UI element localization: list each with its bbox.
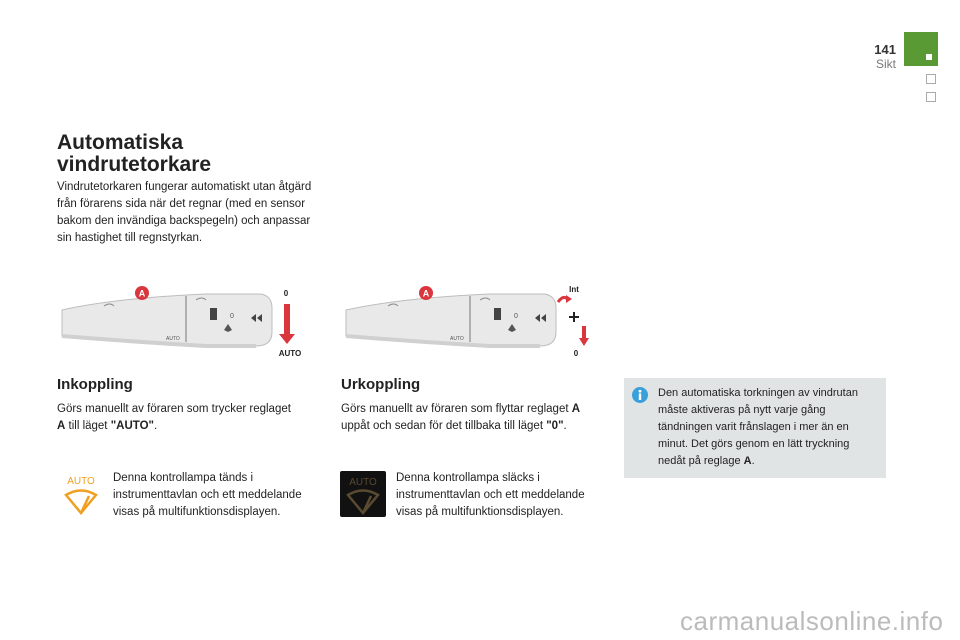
section-title: Sikt	[875, 57, 896, 71]
chapter-tab-box	[926, 92, 936, 102]
inkoppling-paragraph	[57, 401, 297, 435]
info-note-text	[658, 385, 878, 470]
lamp-on-description: Denna kontrollampa tänds i instrumenttavlan och ett meddelande visas på multifunktionsdisplayen.	[113, 472, 302, 518]
control-ref-a: A	[743, 455, 752, 467]
position-ref-auto: "AUTO"	[110, 420, 154, 432]
stalk-scale-zero: 0	[230, 313, 234, 320]
position-label-zero: 0	[283, 289, 289, 298]
down-arrow-icon	[279, 304, 295, 344]
control-ref-a: A	[571, 403, 581, 415]
auto-warning-lamp-off-icon	[340, 471, 386, 517]
stalk-scale-auto: AUTO	[450, 336, 464, 342]
auto-warning-lamp-on-icon	[59, 473, 103, 517]
urkoppling-text: uppåt och sedan för det tillbaka till läget	[341, 420, 547, 432]
stalk-ring-marker	[210, 308, 217, 320]
up-arrow-head	[566, 295, 572, 303]
lamp-off-description: Denna kontrollampa släcks i instrumenttavlan och ett meddelande visas på multifunktionsdisplayen.	[396, 472, 585, 518]
note-text: .	[751, 455, 755, 467]
inkoppling-text: .	[153, 420, 158, 432]
tab-square	[926, 54, 932, 60]
control-ref-a: A	[57, 420, 66, 432]
inkoppling-text: till läget	[65, 420, 111, 432]
wiper-stalk-illustration-auto	[56, 276, 312, 362]
urkoppling-text: .	[563, 420, 567, 432]
urkoppling-paragraph	[341, 401, 603, 435]
position-label-auto: AUTO	[278, 349, 302, 358]
position-label-int: Int	[569, 285, 579, 294]
position-ref-zero: "0"	[546, 420, 564, 432]
page-number: 141	[874, 42, 896, 57]
control-marker-a-label: A	[422, 288, 430, 299]
wiper-stalk-illustration-off	[340, 276, 596, 362]
stalk-scale-zero: 0	[514, 313, 518, 320]
stalk-scale-auto: AUTO	[166, 336, 180, 342]
heading-inkoppling: Inkoppling	[57, 376, 133, 393]
plus-icon	[569, 312, 579, 322]
urkoppling-text: Görs manuellt av föraren som flyttar reglaget	[341, 403, 572, 415]
page-title: Automatiska vindrutetorkare	[57, 131, 212, 176]
lamp-auto-label: AUTO	[349, 477, 377, 488]
info-icon	[632, 387, 648, 403]
intro-paragraph: Vindrutetorkaren fungerar automatiskt utan åtgärd från förarens sida när det regnar (med en sensor bakom den invändiga backspegeln) och anpassar sin hastighet till regnstyrkan.	[57, 181, 312, 244]
stalk-ring-marker	[494, 308, 501, 320]
info-note-box	[624, 378, 886, 478]
watermark: carmanualsonline.info	[680, 606, 944, 636]
chapter-tab	[904, 32, 938, 66]
inkoppling-text: Görs manuellt av föraren som trycker reglaget	[57, 403, 291, 415]
chapter-tab-box	[926, 74, 936, 84]
control-marker-a-label: A	[138, 288, 146, 299]
note-text: Den automatiska torkningen av vindrutan måste aktiveras på nytt varje gång tändningen varit frånslagen i mer än en minut. Det görs genom en lätt tryckning nedåt på reglage	[658, 387, 858, 467]
lamp-auto-label: AUTO	[67, 476, 95, 487]
position-label-zero: 0	[573, 349, 579, 358]
down-arrow-icon	[579, 326, 589, 346]
heading-urkoppling: Urkoppling	[341, 376, 421, 393]
